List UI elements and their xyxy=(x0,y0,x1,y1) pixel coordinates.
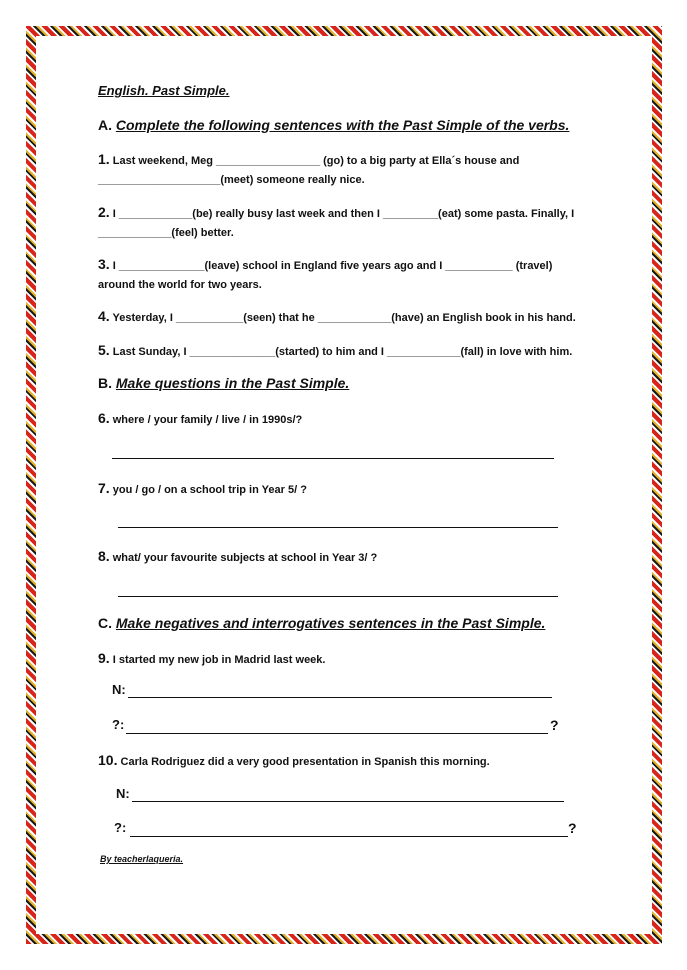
section-a-letter: A. xyxy=(98,117,112,133)
question-mark: ? xyxy=(568,820,577,836)
question-number: 5. xyxy=(98,342,110,358)
question-mark: ? xyxy=(550,717,559,733)
question-5 xyxy=(98,343,572,359)
question-2-line2: ____________(feel) better. xyxy=(98,227,234,239)
negative-label: N: xyxy=(116,786,130,801)
question-number: 1. xyxy=(98,151,110,167)
section-a-title: Complete the following sentences with the Past Simple of the verbs. xyxy=(115,117,570,133)
answer-line[interactable] xyxy=(118,596,558,597)
question-text: I ______________(leave) school in England five years ago and I ___________ (travel) xyxy=(112,260,553,272)
question-text: I ____________(be) really busy last week and then I _________(eat) some pasta. Finally, I xyxy=(112,208,575,220)
negative-label: N: xyxy=(112,682,126,697)
section-b-letter: B. xyxy=(98,375,112,391)
question-text: you / go / on a school trip in Year 5/ ? xyxy=(112,484,307,496)
section-b-heading xyxy=(98,376,349,390)
question-1-line2: ____________________(meet) someone really nice. xyxy=(98,174,365,186)
interrogative-answer-line[interactable] xyxy=(126,733,548,734)
section-a-heading xyxy=(98,118,569,132)
question-number: 6. xyxy=(98,410,110,426)
question-1 xyxy=(98,152,519,168)
question-3-line2: around the world for two years. xyxy=(98,279,262,291)
section-c-heading xyxy=(98,616,545,630)
question-text: Yesterday, I ___________(seen) that he ____________(have) an English book in his hand. xyxy=(112,312,576,324)
interrogative-answer-line[interactable] xyxy=(130,836,568,837)
question-number: 7. xyxy=(98,480,110,496)
question-number: 2. xyxy=(98,204,110,220)
answer-line[interactable] xyxy=(112,458,554,459)
author-credit: By teacherlaqueria. xyxy=(100,854,184,864)
question-number: 3. xyxy=(98,256,110,272)
question-2 xyxy=(98,205,574,221)
interrogative-label: ?: xyxy=(114,820,127,835)
question-6 xyxy=(98,411,302,427)
section-b-title: Make questions in the Past Simple. xyxy=(115,375,350,391)
question-3 xyxy=(98,257,552,273)
question-number: 10. xyxy=(98,752,118,768)
question-text: what/ your favourite subjects at school in Year 3/ ? xyxy=(112,552,378,564)
section-c-letter: C. xyxy=(98,615,112,631)
question-text: Last weekend, Meg _________________ (go) to a big party at Ella´s house and xyxy=(112,155,520,167)
question-number: 9. xyxy=(98,650,110,666)
question-text: I started my new job in Madrid last week. xyxy=(112,654,326,666)
negative-answer-line[interactable] xyxy=(132,801,564,802)
answer-line[interactable] xyxy=(118,527,558,528)
question-7 xyxy=(98,481,307,497)
page-title: English. Past Simple. xyxy=(98,83,230,98)
question-text: where / your family / live / in 1990s/? xyxy=(112,414,303,426)
question-text: Carla Rodriguez did a very good presentation in Spanish this morning. xyxy=(120,756,490,768)
question-number: 4. xyxy=(98,308,110,324)
question-number: 8. xyxy=(98,548,110,564)
question-10 xyxy=(98,753,490,769)
question-text: Last Sunday, I ______________(started) to him and I ____________(fall) in love with him. xyxy=(112,346,573,358)
negative-answer-line[interactable] xyxy=(128,697,552,698)
question-4 xyxy=(98,309,576,325)
interrogative-label: ?: xyxy=(112,717,125,732)
question-8 xyxy=(98,549,377,565)
section-c-title: Make negatives and interrogatives sentences in the Past Simple. xyxy=(115,615,546,631)
question-9 xyxy=(98,651,325,667)
